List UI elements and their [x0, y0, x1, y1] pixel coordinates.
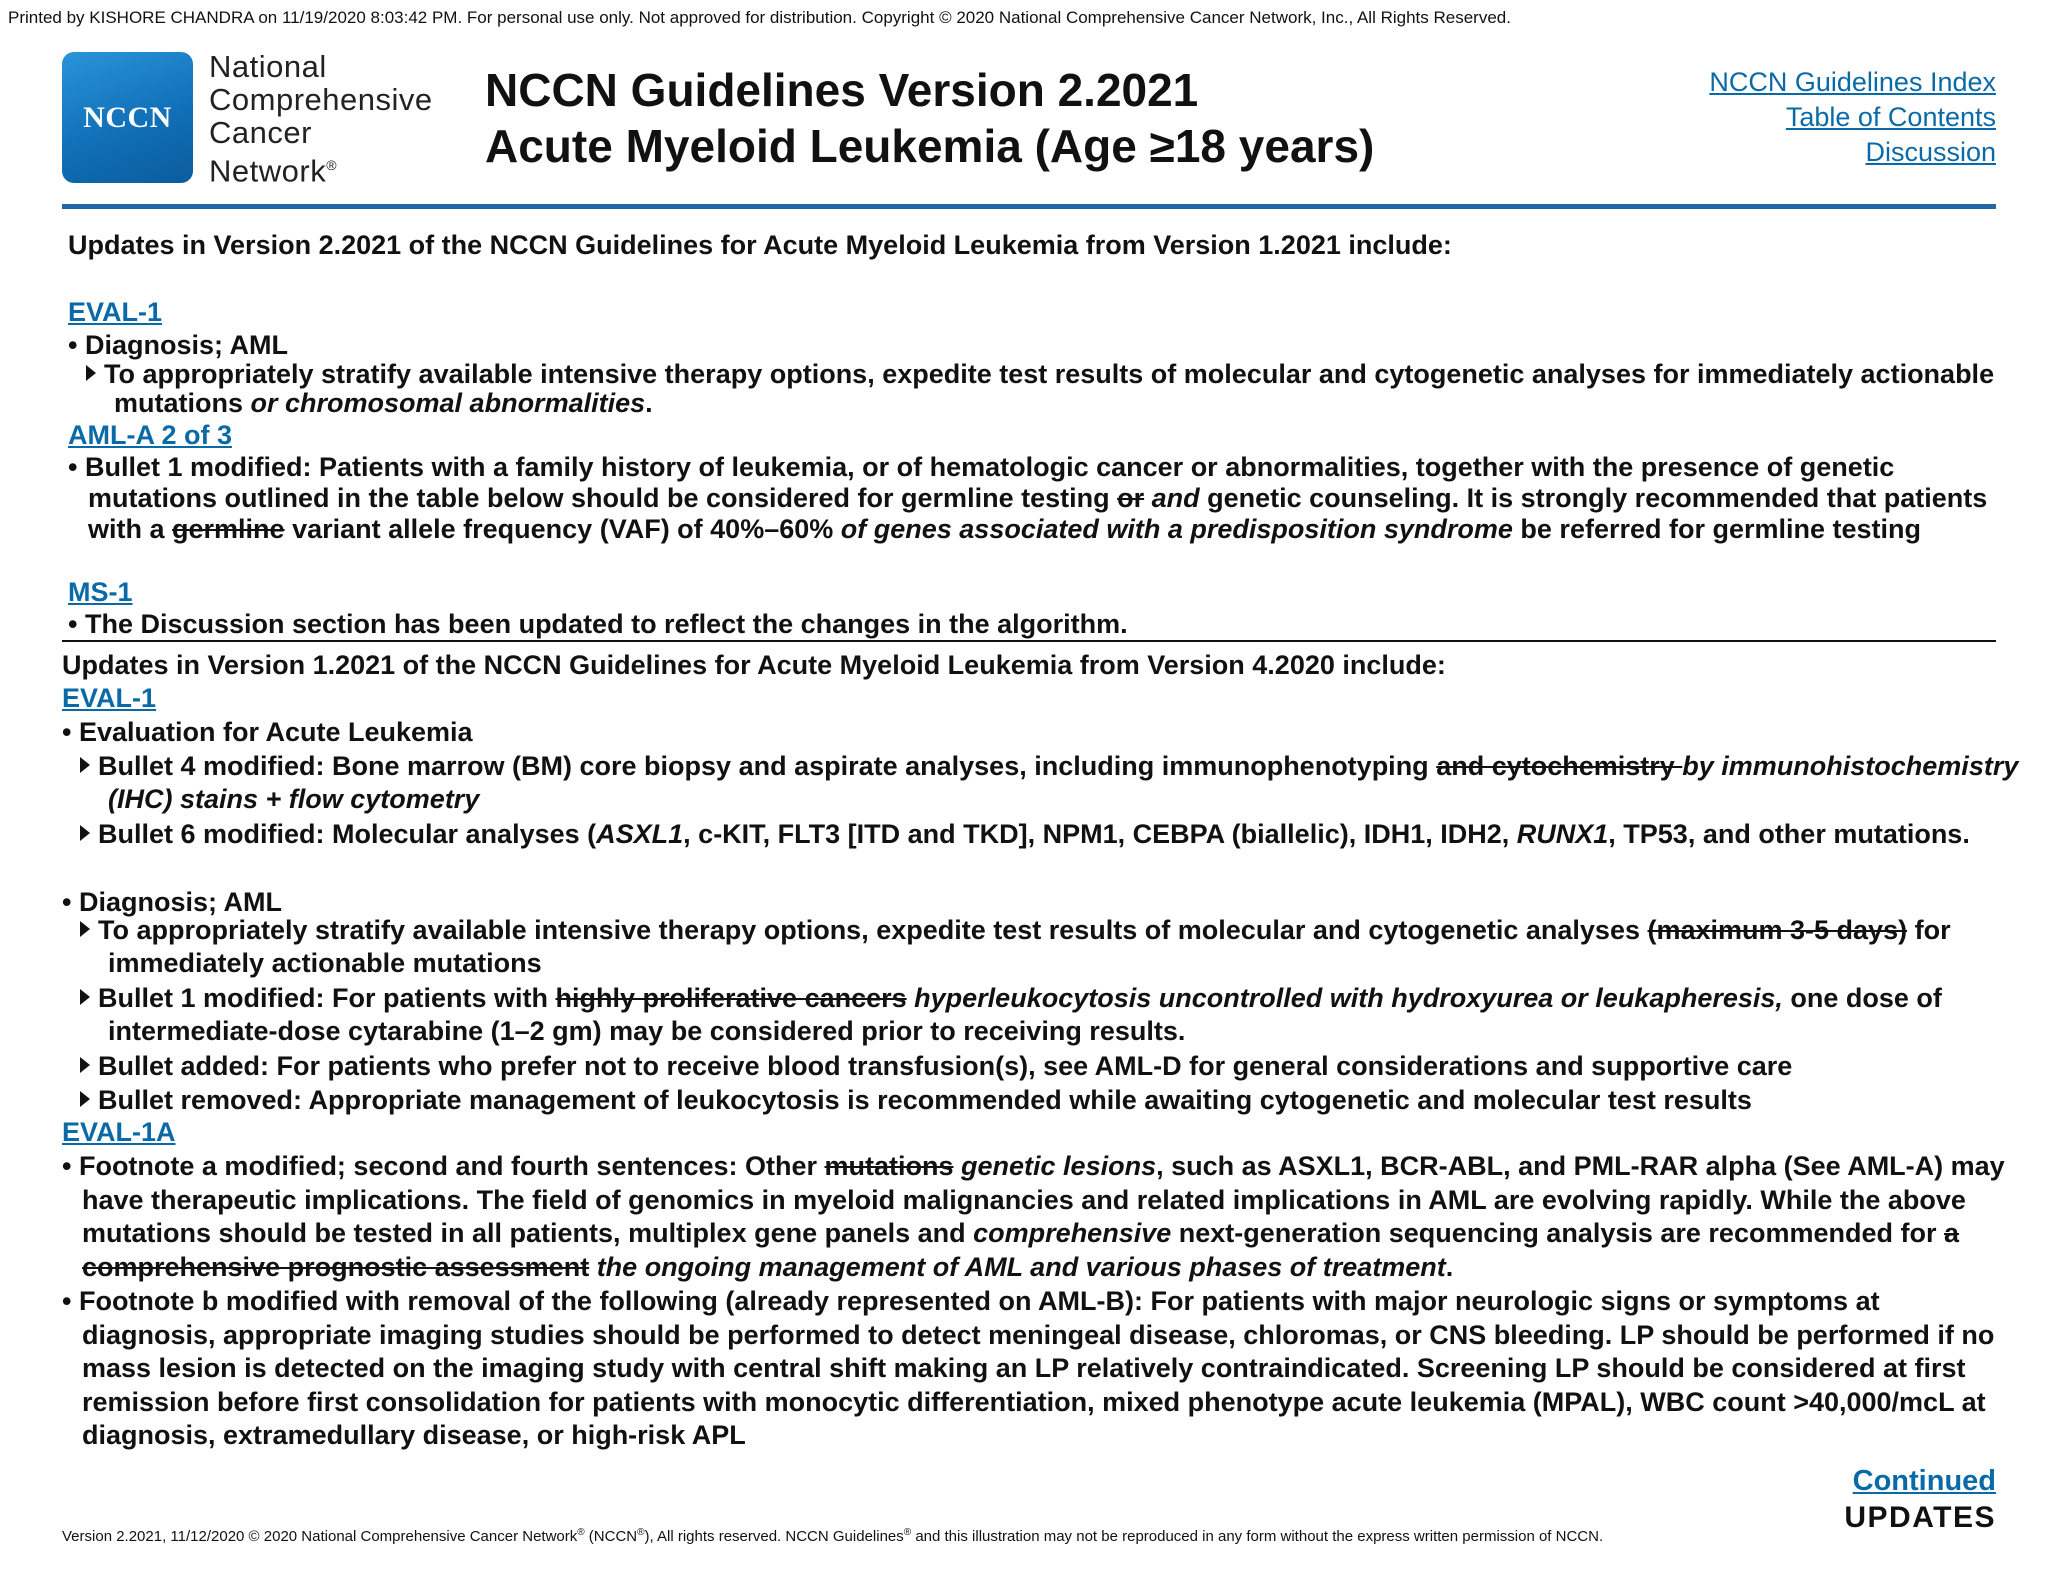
- logo-line-3: Cancer: [209, 115, 312, 150]
- v1-eval-heading: • Evaluation for Acute Leukemia: [62, 717, 473, 747]
- v1-eval1-link[interactable]: EVAL-1: [62, 683, 157, 713]
- logo-wordmark: [209, 50, 433, 187]
- title-line-2: Acute Myeloid Leukemia (Age ≥18 years): [485, 120, 1375, 172]
- v1-diagnosis-sub2: Bullet 1 modified: For patients with highly proliferative cancers hyperleukocytosis uncontrolled with hydroxyurea or leukapheresis, one dose of intermediate-dose cytarabine (1–2 gm) may be considered prior to receiving results.: [80, 982, 2023, 1048]
- v1-diagnosis: • Diagnosis; AML: [62, 887, 282, 917]
- v1-bullet6-modified: Bullet 6 modified: Molecular analyses (ASXL1, c-KIT, FLT3 [ITD and TKD], NPM1, CEBPA (biallelic), IDH1, IDH2, RUNX1, TP53, and other mutations.: [80, 818, 2023, 851]
- v1-footnote-b: • Footnote b modified with removal of the following (already represented on AML-B): For patients with major neurologic signs or symptoms at diagnosis, appropriate imaging studies should be performed to detect meningeal disease, chloromas, or CNS bleeding. LP should be performed if no mass lesion is detected on the imaging study with central shift making an LP relatively contraindicated. Screening LP should be considered at first remission before first consolidation for patients with monocytic differentiation, mixed phenotype acute leukemia (MPAL), WBC count >40,000/mcL at diagnosis, extramedullary disease, or high-risk APL: [62, 1286, 1995, 1450]
- v2-ms1-text: • The Discussion section has been updated to reflect the changes in the algorithm.: [68, 609, 1128, 639]
- title-line-1: NCCN Guidelines Version 2.2021: [485, 64, 1199, 116]
- triangle-bullet-icon: [80, 1091, 90, 1107]
- nccn-logo: [62, 52, 193, 183]
- v2-heading: Updates in Version 2.2021 of the NCCN Guidelines for Acute Myeloid Leukemia from Version 1.2021 include:: [68, 230, 1452, 260]
- v1-heading: Updates in Version 1.2021 of the NCCN Guidelines for Acute Myeloid Leukemia from Version 4.2020 include:: [62, 650, 1446, 680]
- print-notice: Printed by KISHORE CHANDRA on 11/19/2020 8:03:42 PM. For personal use only. Not approved for distribution. Copyright © 2020 National Comprehensive Cancer Network, Inc., All Rights Reserved.: [8, 8, 1511, 27]
- continued-link[interactable]: Continued: [1852, 1465, 1996, 1497]
- v2-amla-link[interactable]: AML-A 2 of 3: [68, 420, 232, 450]
- discussion-link[interactable]: Discussion: [1865, 137, 1996, 167]
- v1-diagnosis-sub3: Bullet added: For patients who prefer not to receive blood transfusion(s), see AML-D for general considerations and supportive care: [80, 1050, 2023, 1083]
- logo-abbr: NCCN: [83, 100, 172, 134]
- v2-ms1-link[interactable]: MS-1: [68, 577, 133, 607]
- triangle-bullet-icon: [80, 989, 90, 1005]
- page-title: [485, 62, 1374, 174]
- v2-eval1-link[interactable]: EVAL-1: [68, 297, 163, 327]
- table-of-contents-link[interactable]: Table of Contents: [1785, 102, 1996, 132]
- v1-bullet4-modified: Bullet 4 modified: Bone marrow (BM) core biopsy and aspirate analyses, including immunophenotyping and cytochemistry by immunohistochemistry (IHC) stains + flow cytometry: [80, 750, 2023, 816]
- logo-line-2: Comprehensive: [209, 82, 433, 117]
- v1-footnote-a: • Footnote a modified; second and fourth sentences: Other mutations genetic lesions, such as ASXL1, BCR-ABL, and PML-RAR alpha (See AML-A) may have therapeutic implications. The field of genomics in myeloid malignancies and related implications in AML are evolving rapidly. While the above mutations should be tested in all patients, multiplex gene panels and comprehensive next-generation sequencing analysis are recommended for a comprehensive prognostic assessment the ongoing management of AML and various phases of treatment.: [62, 1151, 2005, 1282]
- v1-diagnosis-sub1: To appropriately stratify available intensive therapy options, expedite test results of molecular and cytogenetic analyses (maximum 3-5 days) for immediately actionable mutations: [80, 914, 2023, 980]
- triangle-bullet-icon: [86, 365, 96, 381]
- footer-copyright: Version 2.2021, 11/12/2020 © 2020 National Comprehensive Cancer Network® (NCCN®), All rights reserved. NCCN Guidelines® and this illustration may not be reproduced in any form without the express written permission of NCCN.: [62, 1527, 1604, 1545]
- triangle-bullet-icon: [80, 825, 90, 841]
- header-divider: [62, 204, 1996, 209]
- triangle-bullet-icon: [80, 1057, 90, 1073]
- guidelines-index-link[interactable]: NCCN Guidelines Index: [1709, 67, 1996, 97]
- logo-line-1: National: [209, 49, 327, 84]
- v1-diagnosis-sub4: Bullet removed: Appropriate management of leukocytosis is recommended while awaiting cytogenetic and molecular test results: [80, 1084, 2023, 1117]
- triangle-bullet-icon: [80, 757, 90, 773]
- nav-links: [1709, 65, 1996, 170]
- v2-diagnosis: • Diagnosis; AML: [68, 330, 288, 360]
- v2-diagnosis-sub: To appropriately stratify available intensive therapy options, expedite test results of molecular and cytogenetic analyses for immediately actionable mutations or chromosomal abnormalities.: [86, 360, 2024, 418]
- updates-label: UPDATES: [1844, 1501, 1996, 1534]
- v2-bullet1-modified: • Bullet 1 modified: Patients with a family history of leukemia, or of hematologic cancer or abnormalities, together with the presence of genetic mutations outlined in the table below should be considered for germline testing or and genetic counseling. It is strongly recommended that patients with a germline variant allele frequency (VAF) of 40%–60% of genes associated with a predisposition syndrome be referred for germline testing: [68, 452, 1988, 544]
- logo-line-4: Network®: [209, 153, 338, 189]
- section-divider: [62, 640, 1996, 642]
- v1-eval1a-link[interactable]: EVAL-1A: [62, 1117, 176, 1147]
- triangle-bullet-icon: [80, 921, 90, 937]
